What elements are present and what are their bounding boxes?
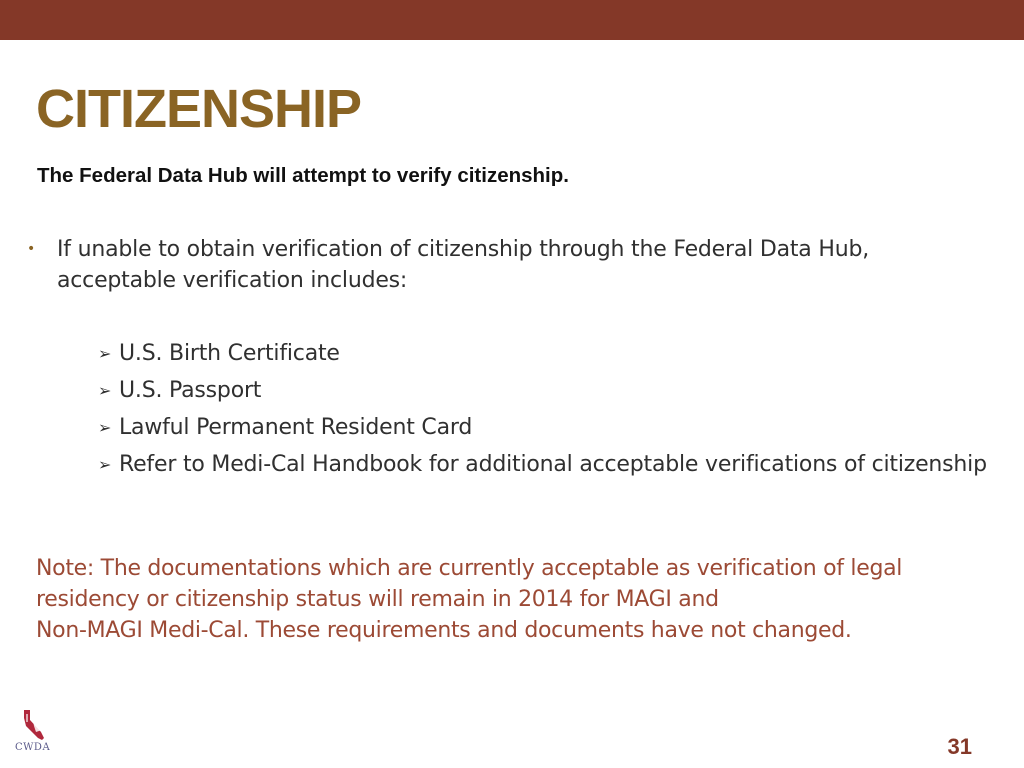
list-item [98, 412, 998, 443]
verification-list [98, 338, 998, 486]
list-item-text: U.S. Birth Certificate [119, 341, 340, 366]
list-item [98, 375, 998, 406]
cwda-logo-text: CWDA [15, 742, 51, 753]
note-text: Note: The documentations which are currently acceptable as verification of legal residency or citizenship status will remain in 2014 for MAGI and Non-MAGI Medi-Cal. These requirements and documents have not changed. [36, 556, 903, 643]
top-bar [0, 0, 1024, 40]
bullet-dot-icon: • [27, 241, 36, 257]
arrow-bullet-icon: ➢ [98, 455, 112, 474]
slide-subtitle: The Federal Data Hub will attempt to verify citizenship. [37, 164, 569, 187]
list-item-text: U.S. Passport [119, 378, 262, 403]
list-item [98, 338, 998, 369]
main-bullet-text: If unable to obtain verification of citizenship through the Federal Data Hub, acceptable verification includes: [57, 237, 870, 293]
slide-title: CITIZENSHIP [36, 79, 362, 139]
list-item-text: Refer to Medi-Cal Handbook for additional acceptable verifications of citizenship [119, 452, 987, 477]
list-item-text: Lawful Permanent Resident Card [119, 415, 473, 440]
list-item [98, 449, 998, 480]
arrow-bullet-icon: ➢ [98, 344, 112, 363]
arrow-bullet-icon: ➢ [98, 418, 112, 437]
arrow-bullet-icon: ➢ [98, 381, 112, 400]
main-bullet [27, 234, 987, 296]
page-number: 31 [947, 734, 972, 759]
